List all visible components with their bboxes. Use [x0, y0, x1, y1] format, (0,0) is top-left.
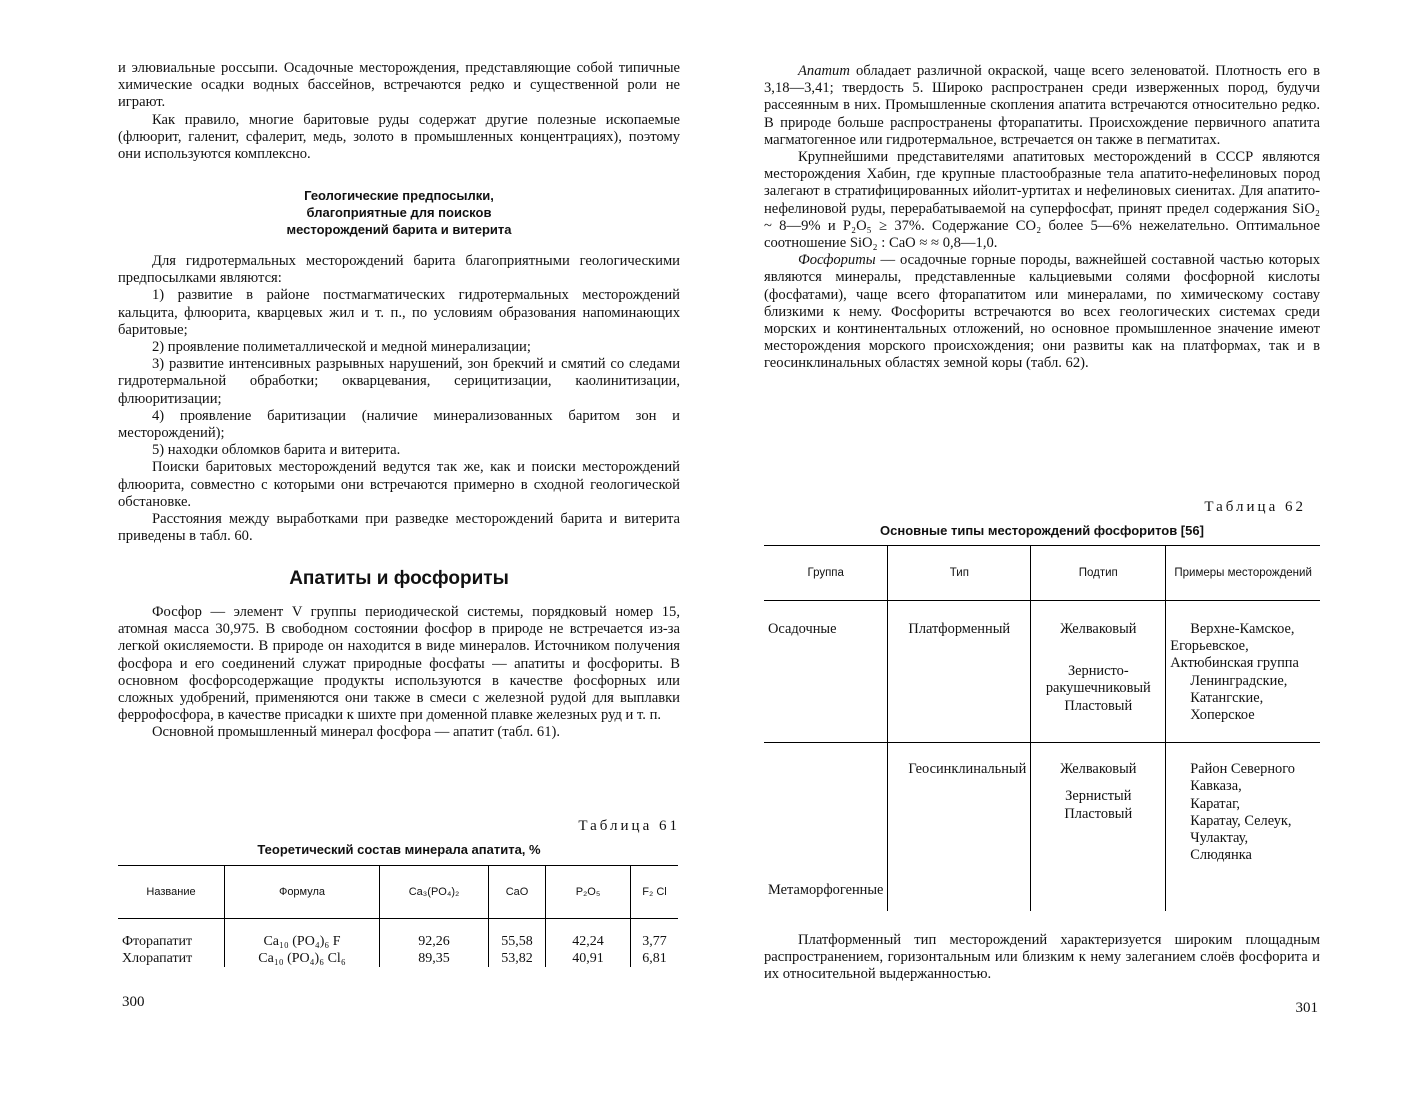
- paragraph: Фосфориты — осадочные горные породы, важнейшей составной частью которых являются минералы, представленные кальциевыми солями фосфорной кислоты (фосфатами), чаще всего фторапатитом или минералами, по химическому составу близкими к нему. Фосфориты встречаются во всех геологических системах среди морских и континентальных отложений, но основное промышленное значение имеют месторождения морского происхождения; они развиты как на платформах, так и в геосинклинальных областях земной коры (табл. 62).: [764, 252, 1320, 372]
- column-header: Ca₃(PO₄)₂: [380, 866, 489, 919]
- list-item: 1) развитие в районе постмагматических гидротермальных месторождений кальцита, флюорита, кварцевых жил и т. п., по условиям образования напоминающих баритовые;: [118, 287, 680, 338]
- intro-paragraph: Для гидротермальных месторождений барита благоприятными геологическими предпосылками являются:: [118, 253, 680, 287]
- list-item: 3) развитие интенсивных разрывных нарушений, зон брекчий и смятий со следами гидротермальной обработки; окварцевания, серицитизации, каолинитизации, флюоритизации;: [118, 356, 680, 407]
- page-number: 300: [122, 994, 145, 1010]
- paragraph: Апатит обладает различной окраской, чаще всего зеленоватой. Плотность его в 3,18—3,41; твердость 5. Широко распространен среди изверженных пород, будучи рассеянным в них. Промышленные скопления апатита встречаются относительно редко. В природе больше распространены фторапатиты. Происхождение первичного апатита магматогенное или гидротермальное, встречается он также в пегматитах.: [764, 63, 1320, 148]
- table-caption: Основные типы месторождений фосфоритов [56]: [880, 523, 1204, 538]
- column-header: Группа: [764, 546, 888, 601]
- column-header: Примеры месторождений: [1166, 546, 1320, 601]
- section-heading: Геологические предпосылки, благоприятные для поисков месторождений барита и витерита: [286, 188, 512, 237]
- chapter-heading: Апатиты и фосфориты: [289, 568, 509, 589]
- column-header: P₂O₅: [546, 866, 631, 919]
- column-header: F₂ Cl: [631, 866, 679, 919]
- table-caption: Теоретический состав минерала апатита, %: [257, 842, 541, 857]
- table-row: Хлорапатит Ca₁₀ (PO₄)₆ Cl₆ 89,35 53,82 40,91 6,81: [118, 950, 678, 967]
- deposit-types-table: [764, 545, 1320, 911]
- term: Фосфориты: [798, 252, 876, 269]
- list-item: 4) проявление баритизации (наличие минерализованных баритом зон и месторождений);: [118, 407, 680, 442]
- column-header: CaO: [489, 866, 546, 919]
- paragraph: Фосфор — элемент V группы периодической системы, порядковый номер 15, атомная масса 30,975. В свободном состоянии фосфор в природе не встречается из-за легкой окисляемости. В природе он находится в виде минералов. Источником получения фосфора и его соединений служат природные фосфаты — апатиты и фосфориты. В основном фосфорсодержащие продукты используются в качестве фосфорных или сложных удобрений, применяются они также в смеси с железной рудой для выплавки феррофосфора, в качестве присадки к шихте при доменной плавке железных руд и т. п.: [118, 604, 680, 724]
- column-header: Название: [118, 866, 225, 919]
- column-header: Подтип: [1031, 546, 1166, 601]
- table-row: Фторапатит Ca₁₀ (PO₄)₆ F 92,26 55,58 42,24 3,77: [118, 933, 678, 950]
- paragraph: Как правило, многие баритовые руды содержат другие полезные ископаемые (флюорит, галенит, сфалерит, медь, золото в промышленных концентрациях), поэтому они используются комплексно.: [118, 111, 680, 163]
- column-header: Формула: [225, 866, 380, 919]
- table-number: Таблица 61: [578, 818, 680, 834]
- term: Апатит: [798, 63, 850, 79]
- paragraph: Крупнейшими представителями апатитовых месторождений в СССР являются месторождения Хабин, где крупные пластообразные тела апатито-нефелиновых пород залегают в стратифицированных ийолит-уртитах и нефелиновых сиенитах. Для апатито-нефелиновой руды, перерабатываемой на суперфосфат, принят предел содержания SiO₂ ~ 8—9% и P₂O₅ ≥ 37%. Содержание CO₂ более 5—6% нежелательно. Оптимальное соотношение SiO₂ : CaO ≈ ≈ 0,8—1,0.: [764, 149, 1320, 252]
- paragraph: и элювиальные россыпи. Осадочные месторождения, представляющие собой типичные химические осадки водных бассейнов, встречаются редко и существенной роли не играют.: [118, 60, 680, 111]
- composition-table: [118, 865, 678, 967]
- paragraph: Основной промышленный минерал фосфора — апатит (табл. 61).: [152, 724, 561, 741]
- table-row: Метаморфогенные Геосинклинальный Желваковый Зернистый Пластовый Район Северного Кавказа, Каратаг, Каратау, Селеук, Чулактау, Слюдянка: [764, 743, 1320, 912]
- list-item: 5) находки обломков барита и витерита.: [152, 442, 401, 459]
- table-number: Таблица 62: [1204, 499, 1306, 515]
- column-header: Тип: [888, 546, 1031, 601]
- paragraph: Поиски баритовых месторождений ведутся так же, как и поиски месторождений флюорита, совместно с которыми они встречаются примерно в сходной геологической обстановке.: [118, 459, 680, 510]
- paragraph: Платформенный тип месторождений характеризуется широким площадным распространением, горизонтальным или близким к нему залеганием слоёв фосфорита и их относительной выдержанностью.: [764, 932, 1320, 983]
- list-item: 2) проявление полиметаллической и медной минерализации;: [152, 339, 531, 356]
- paragraph: Расстояния между выработками при разведке месторождений барита и витерита приведены в табл. 60.: [118, 511, 680, 545]
- page-number: 301: [1295, 1000, 1318, 1016]
- table-row: Осадочные Платформенный Желваковый Зернисто-ракушечниковый Пластовый Верхне-Камское, Егорьевское, Актюбинская группа Ленинградские, Катангские, Хоперское: [764, 601, 1320, 743]
